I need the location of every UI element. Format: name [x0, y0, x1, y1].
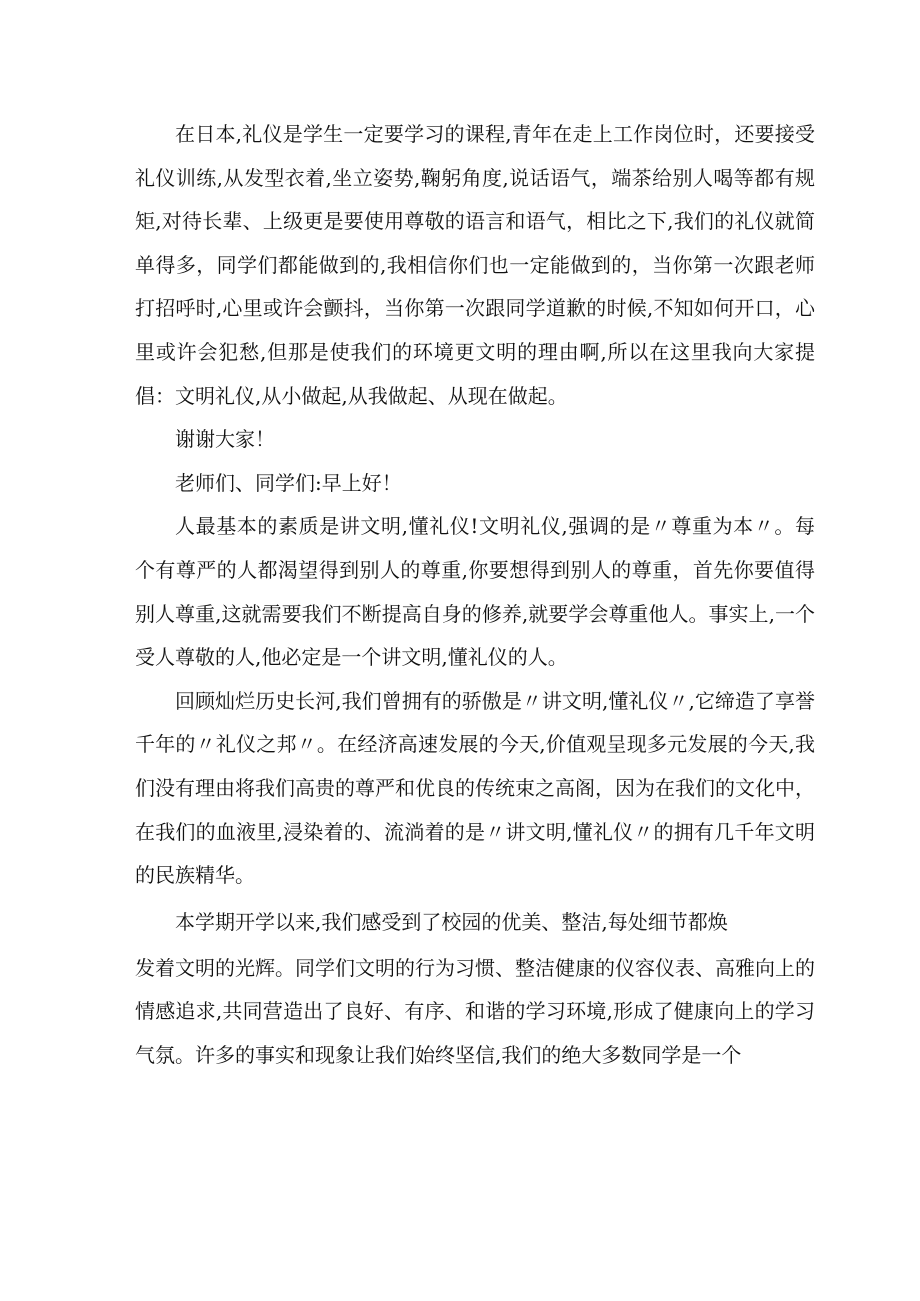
document-body [135, 113, 815, 1077]
paragraph-campus-first-line: 本学期开学以来,我们感受到了校园的优美、整洁,每处细节都焕 [175, 909, 728, 934]
paragraph-respect: 人最基本的素质是讲文明,懂礼仪!文明礼仪,强调的是〃尊重为本〃。每个有尊严的人都渴望得到别人的尊重,你要想得到别人的尊重，首先你要值得别人尊重,这就需要我们不断提高自身的修养,就要学会尊重他人。事实上,一个受人尊敬的人,他必定是一个讲文明,懂礼仪的人。 [135, 514, 815, 670]
paragraph-campus [135, 898, 815, 1078]
paragraph-history: 回顾灿烂历史长河,我们曾拥有的骄傲是〃讲文明,懂礼仪〃,它缔造了享誉千年的〃礼仪之邦〃。在经济高速发展的今天,价值观呈现多元发展的今天,我们没有理由将我们高贵的尊严和优良的传统束之高阁，因为在我们的文化中，在我们的血液里,浸染着的、流淌着的是〃讲文明,懂礼仪〃的拥有几千年文明的民族精华。 [135, 688, 815, 888]
paragraph-etiquette-japan: 在日本,礼仪是学生一定要学习的课程,青年在走上工作岗位时，还要接受礼仪训练,从发型衣着,坐立姿势,鞠躬角度,说话语气，端茶给别人喝等都有规矩,对待长辈、上级更是要使用尊敬的语言和语气，相比之下,我们的礼仪就简单得多，同学们都能做到的,我相信你们也一定能做到的，当你第一次跟老师打招呼时,心里或许会颤抖，当你第一次跟同学道歉的时候,不知如何开口，心里或许会犯愁,但那是使我们的环境更文明的理由啊,所以在这里我向大家提倡：文明礼仪,从小做起,从我做起、从现在做起。 [135, 122, 815, 408]
paragraph-campus-continuation: 发着文明的光辉。同学们文明的行为习惯、整洁健康的仪容仪表、高雅向上的情感追求,共同营造出了良好、有序、和谐的学习环境,形成了健康向上的学习气氛。许多的事实和现象让我们始终坚信,我们的绝大多数同学是一个 [135, 955, 815, 1067]
paragraph-thanks: 谢谢大家！ [175, 427, 275, 452]
paragraph-greeting: 老师们、同学们:早上好！ [175, 470, 402, 495]
